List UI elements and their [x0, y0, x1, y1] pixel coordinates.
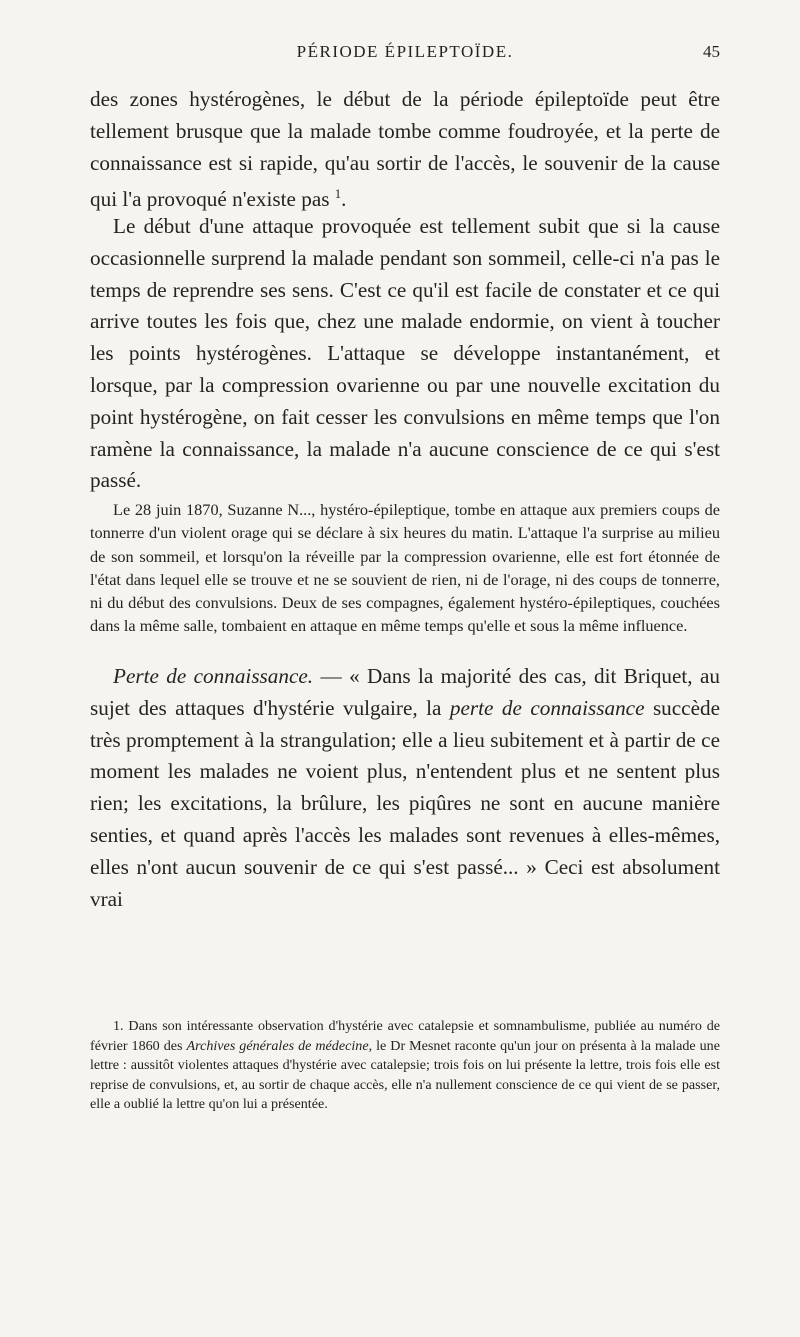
emphasized-phrase: perte de connaissance — [449, 695, 645, 720]
paragraph-4 — [90, 661, 720, 915]
footnote-block — [90, 1017, 720, 1115]
paragraph-1-text: des zones hystérogènes, le début de la période épileptoïde peut être tellement brusque que la malade tombe comme foudroyée, et la perte de connaissance est si rapide, qu'au sortir de l'accès, le souvenir de la cause qui l'a provoqué n'existe pas — [90, 87, 720, 212]
case-observation — [90, 498, 720, 638]
running-title: PÉRIODE ÉPILEPTOÏDE. — [296, 42, 514, 61]
footnote-journal-title: Archives générales de médecine — [186, 1037, 369, 1054]
footnote-number: 1. — [113, 1018, 129, 1034]
page-number: 45 — [703, 42, 720, 61]
footnote-part-2: , le Dr Mesnet raconte qu'un jour on présenta à la malade une lettre : aussitôt violentes attaques d'hystérie avec catalepsie; trois fois on lui présente la lettre, trois fois elle est reprise de convulsions, et, au sortir de chaque accès, elle n'a nullement conscience de ce qui vient de se passer, elle a oublié la lettre qu'on lui a présentée. — [90, 1037, 720, 1113]
paragraph-1-end: . — [341, 187, 347, 212]
paragraph-4-part-2: succède très promptement à la strangulation; elle a lieu subitement et à partir de ce moment les malades ne voient plus, n'entendent plus et ne sentent plus rien; les excitations, la brûlure, les piqûres ne sont en aucune manière senties, et quand après l'accès les malades sont revenues à elles-mêmes, elles n'ont aucun souvenir de ce qui s'est passé... » Ceci est absolument vrai — [90, 695, 720, 911]
footnote-part-1: Dans son intéressante observation d'hystérie avec catalepsie et somnambulisme, publiée au numéro de février 1860 des — [90, 1018, 720, 1054]
paragraph-opening — [90, 84, 720, 216]
paragraph-attack-onset — [90, 211, 720, 497]
paragraph-4-part-1: — « Dans la majorité des cas, dit Briquet, au sujet des attaques d'hystérie vulgaire, la — [90, 664, 720, 720]
running-head — [90, 42, 720, 66]
footnote-reference: 1 — [334, 187, 342, 202]
section-perte-de-connaissance — [90, 661, 720, 915]
footnote — [90, 1017, 720, 1115]
paragraph-1 — [90, 84, 720, 216]
paragraph-3: Le 28 juin 1870, Suzanne N..., hystéro-épileptique, tombe en attaque aux premiers coups de tonnerre d'un violent orage qui se déclare à six heures du matin. L'attaque l'a surprise au milieu de son sommeil, et lorsqu'on la réveille par la compression ovarienne, elle est fort étonnée de l'état dans lequel elle se trouve et ne se souvient de rien, ni de l'orage, ni des coups de tonnerre, ni du début des convulsions. Deux de ses compagnes, également hystéro-épileptiques, couchées dans la même salle, tombaient en attaque en même temps qu'elle et sous la même influence. — [90, 500, 720, 636]
paragraph-2: Le début d'une attaque provoquée est tellement subit que si la cause occasionnelle surprend la malade pendant son sommeil, celle-ci n'a pas le temps de reprendre ses sens. C'est ce qu'il est facile de constater et ce qui arrive toutes les fois que, chez une malade endormie, on vient à toucher les points hystérogènes. L'attaque se développe instantanément, et lorsque, par la compression ovarienne ou par une nouvelle excitation du point hystérogène, on fait cesser les convulsions en même temps que l'on ramène la connaissance, la malade n'a aucune conscience de ce qui s'est passé. — [90, 214, 720, 493]
section-heading: Perte de connaissance. — [113, 664, 314, 688]
